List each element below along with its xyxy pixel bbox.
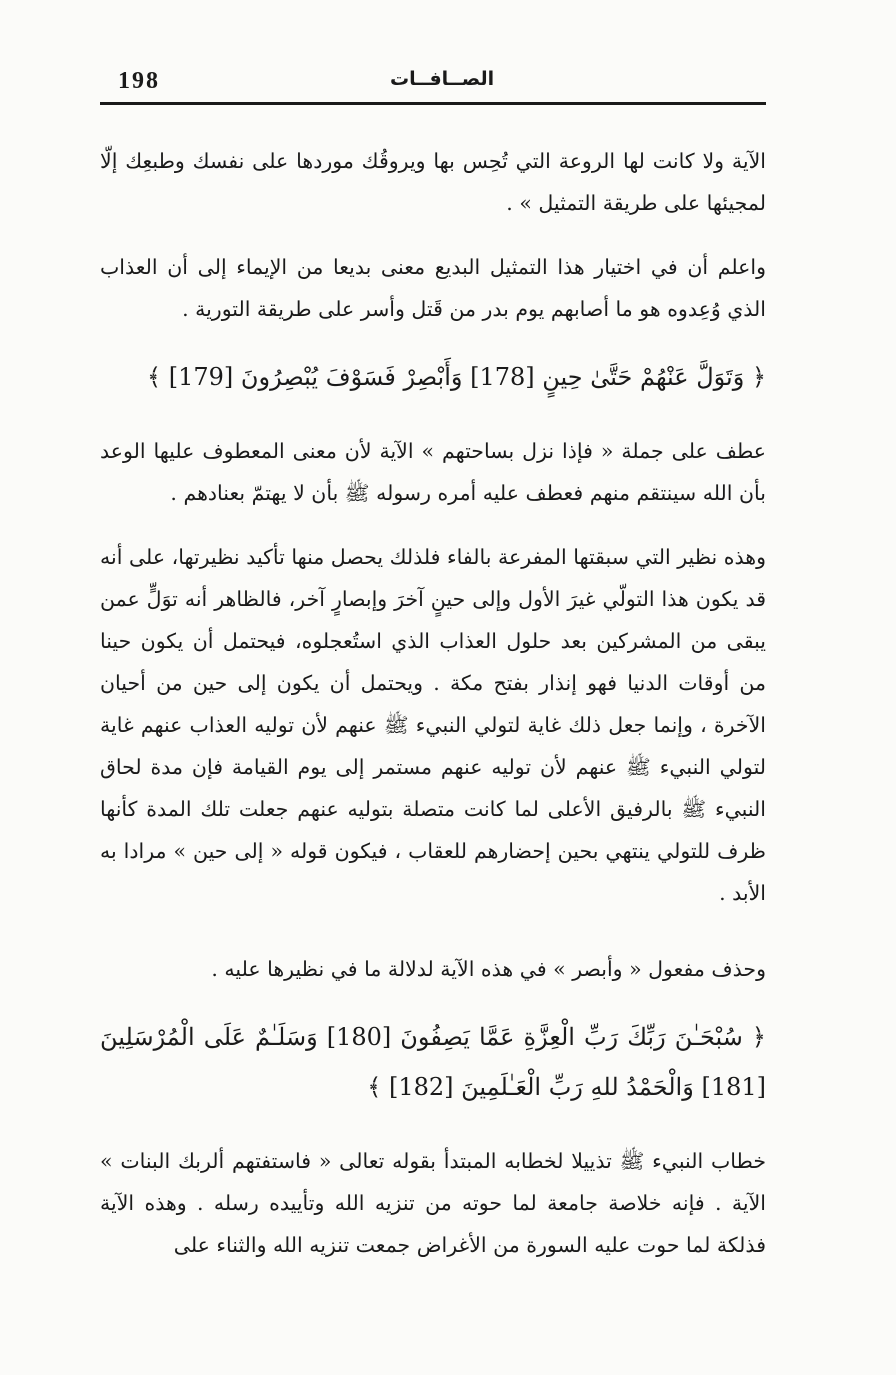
- page-header: [100, 62, 766, 100]
- header-rule: [100, 102, 766, 105]
- paragraph: وهذه نظير التي سبقتها المفرعة بالفاء فلذلك يحصل منها تأكيد نظيرتها، على أنه قد يكون هذا التولّي غيرَ الأول وإلى حينٍ آخرَ وإبصارٍ آخر، فالظاهر أنه توَلٍّ عمن يبقى من المشركين بعد حلول العذاب الذي استُعجلوه، فيحتمل أن يكون حينا من أوقات الدنيا فهو إنذار بفتح مكة . ويحتمل أن يكون إلى حين من أحيان الآخرة ، وإنما جعل ذلك غاية لتولي النبيء ﷺ عنهم لأن توليه العذاب عنهم غاية لتولي النبيء ﷺ عنهم لأن توليه عنهم مستمر إلى يوم القيامة فإن مدة لحاق النبيء ﷺ بالرفيق الأعلى لما كانت متصلة بتوليه عنهم جعلت تلك المدة كأنها ظرف للتولي ينتهي بحين إحضارهم للعقاب ، فيكون قوله « إلى حين » مرادا به الأبد .: [100, 545, 766, 905]
- paragraph: الآية ولا كانت لها الروعة التي تُحِس بها ويروقُك موردها على نفسك وطبعِك إلّا لمجيئها على طريقة التمثيل » .: [100, 149, 766, 215]
- page-number: 198: [118, 68, 160, 94]
- quran-verse: ﴿ سُبْحَـٰنَ رَبِّكَ رَبِّ الْعِزَّةِ عَمَّا يَصِفُونَ [180] وَسَلَـٰمٌ عَلَى الْمُرْسَلِينَ [181] وَالْحَمْدُ للهِ رَبِّ الْعَـٰلَمِينَ [182] ﴾: [100, 1023, 766, 1101]
- paragraph: واعلم أن في اختيار هذا التمثيل البديع معنى بديعا من الإيماء إلى أن العذاب الذي وُعِدوه هو ما أصابهم يوم بدر من قَتل وأسر على طريقة التورية .: [100, 255, 766, 321]
- quran-verse: ﴿ وَتَوَلَّ عَنْهُمْ حَتَّىٰ حِينٍ [178] وَأَبْصِرْ فَسَوْفَ يُبْصِرُونَ [179] ﴾: [147, 363, 766, 391]
- paragraph: خطاب النبيء ﷺ تذييلا لخطابه المبتدأ بقوله تعالى « فاستفتهم ألربك البنات » الآية . فإنه خلاصة جامعة لما حوته من تنزيه الله وتأييده رسله . وهذه الآية فذلكة لما حوت عليه السورة من الأغراض جمعت تنزيه الله والثناء على: [100, 1149, 766, 1257]
- paragraph: عطف على جملة « فإذا نزل بساحتهم » الآية لأن معنى المعطوف عليها الوعد بأن الله سينتقم منهم فعطف عليه أمره رسوله ﷺ بأن لا يهتمّ بعنادهم .: [100, 439, 766, 505]
- paragraph: وحذف مفعول « وأبصر » في هذه الآية لدلالة ما في نظيرها عليه .: [211, 957, 766, 981]
- running-title: الصــافــات: [390, 68, 495, 90]
- page-body: [100, 140, 766, 1288]
